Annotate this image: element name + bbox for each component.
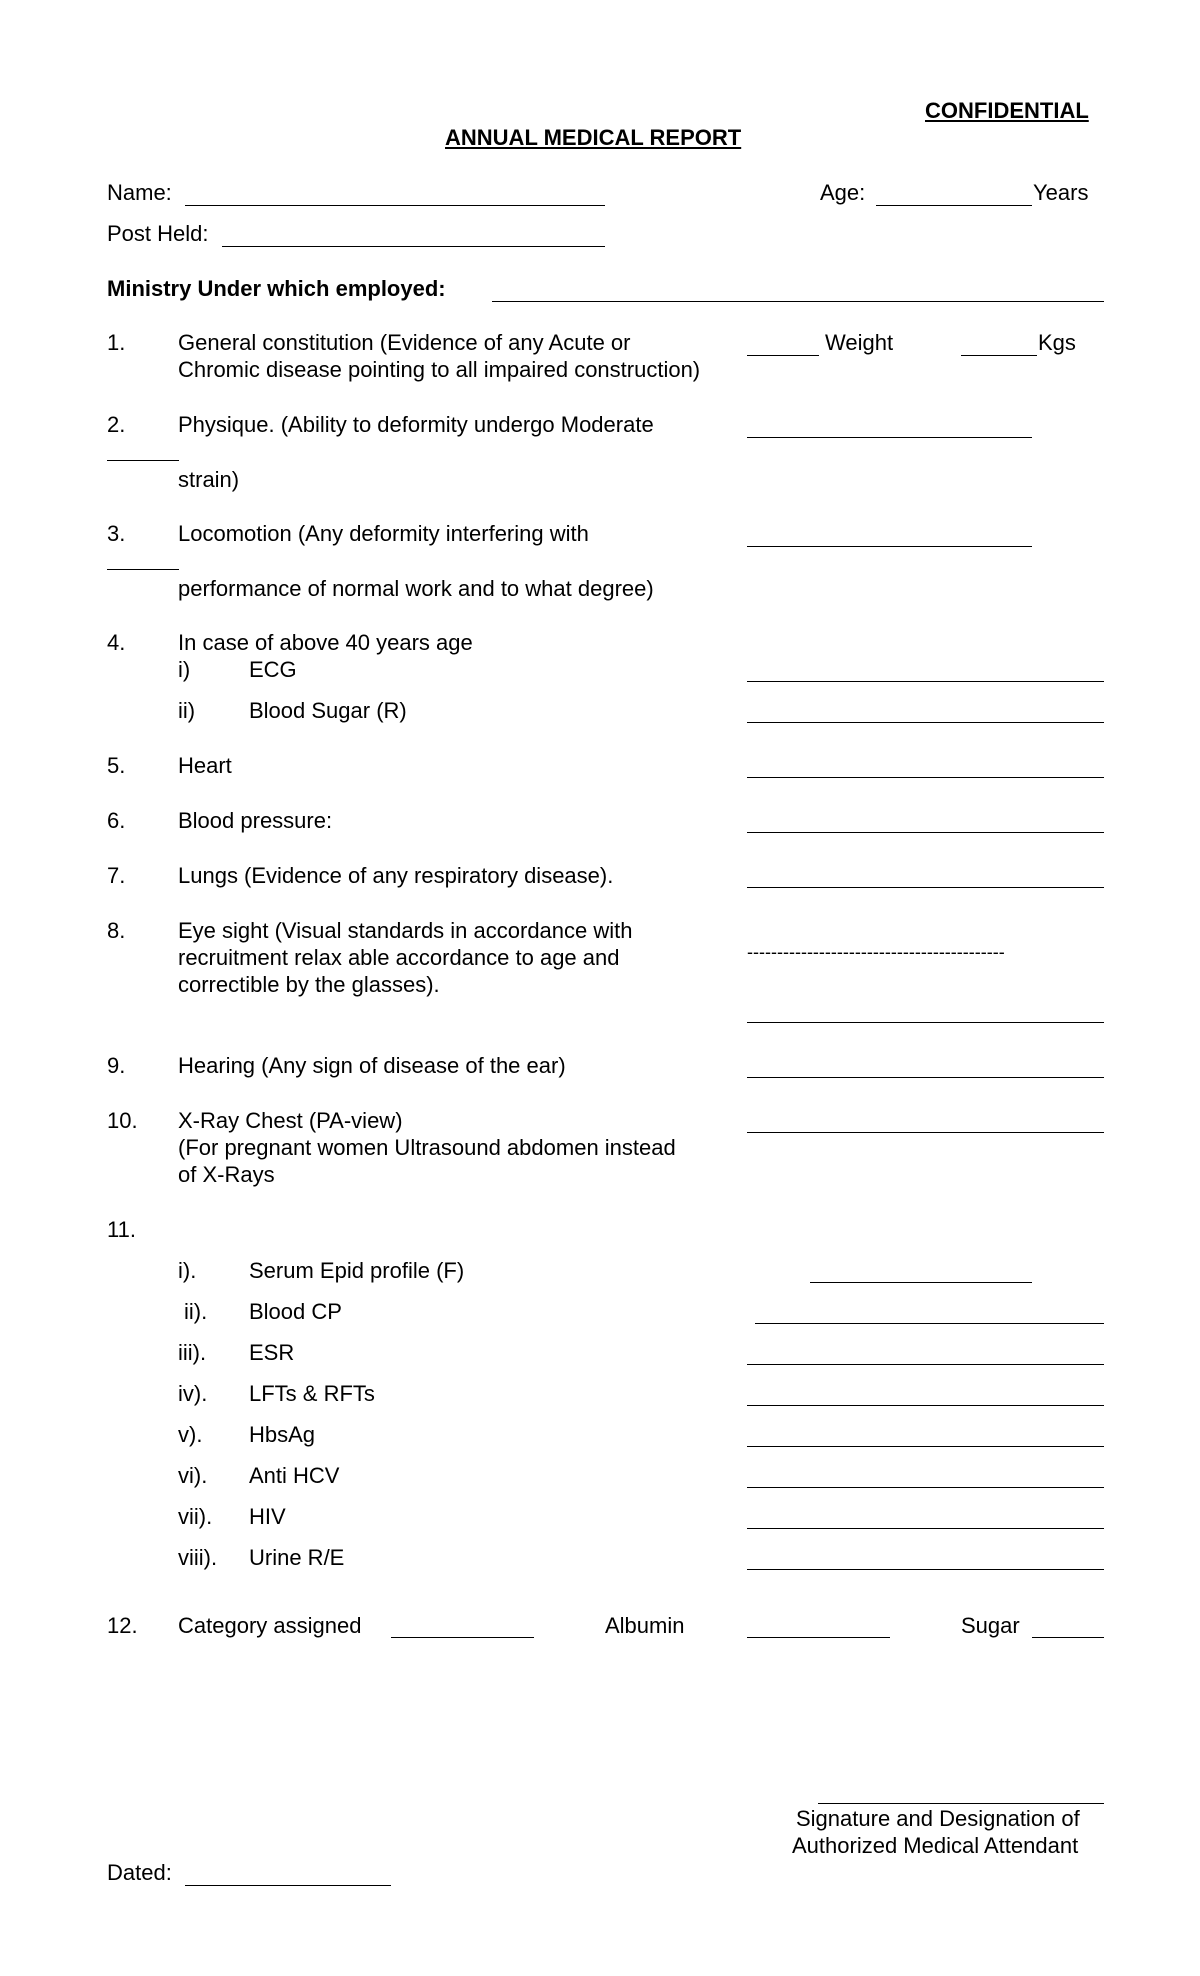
item-7-text: Lungs (Evidence of any respiratory disease). <box>178 863 614 888</box>
dated-field[interactable] <box>185 1859 391 1886</box>
item-10-number: 10. <box>107 1108 138 1133</box>
item-11-sub-number: vi). <box>178 1463 208 1488</box>
item-4-text: In case of above 40 years age <box>178 630 473 655</box>
item-8-text-line2: recruitment relax able accordance to age and <box>178 945 620 970</box>
age-field[interactable] <box>876 179 1032 206</box>
anti-hcv-field[interactable] <box>747 1487 1104 1488</box>
albumin-field[interactable] <box>747 1637 890 1638</box>
item-2-number: 2. <box>107 412 126 437</box>
item-10-text-line2: (For pregnant women Ultrasound abdomen instead <box>178 1135 676 1160</box>
name-label: Name: <box>107 180 172 205</box>
item-5-number: 5. <box>107 753 126 778</box>
item-11-sub-text: LFTs & RFTs <box>249 1381 375 1406</box>
hiv-field[interactable] <box>747 1528 1104 1529</box>
item-3-text-line1: Locomotion (Any deformity interfering with <box>178 521 589 546</box>
item-3-number: 3. <box>107 521 126 546</box>
item-9-text: Hearing (Any sign of disease of the ear) <box>178 1053 566 1078</box>
kgs-label: Kgs <box>1038 330 1076 355</box>
item-11-sub-number: iv). <box>178 1381 208 1406</box>
ministry-field[interactable] <box>492 275 1104 302</box>
urine-re-field[interactable] <box>747 1569 1104 1570</box>
item-11-number: 11. <box>107 1217 136 1242</box>
kgs-field[interactable] <box>961 329 1037 356</box>
blood-sugar-field[interactable] <box>747 722 1104 723</box>
heart-field[interactable] <box>747 777 1104 778</box>
signature-label-line1: Signature and Designation of <box>796 1806 1080 1831</box>
item-7-number: 7. <box>107 863 126 888</box>
item-12-number: 12. <box>107 1613 138 1638</box>
item-3-text-line2: performance of normal work and to what degree) <box>178 576 654 601</box>
item-11-sub-number: ii). <box>184 1299 208 1324</box>
item-11-sub-text: ESR <box>249 1340 295 1365</box>
item-1-text-line2: Chromic disease pointing to all impaired construction) <box>178 357 701 382</box>
item-10-text-line1: X-Ray Chest (PA-view) <box>178 1108 403 1133</box>
serum-lipid-field[interactable] <box>810 1282 1032 1283</box>
physique-field[interactable] <box>747 437 1032 438</box>
weight-label: Weight <box>825 330 894 355</box>
item-8-text-line3: correctible by the glasses). <box>178 972 440 997</box>
locomotion-field[interactable] <box>747 546 1032 547</box>
item-6-number: 6. <box>107 808 126 833</box>
dated-label: Dated: <box>107 1860 172 1885</box>
post-held-field[interactable] <box>222 220 605 247</box>
item-9-number: 9. <box>107 1053 126 1078</box>
page-title: ANNUAL MEDICAL REPORT <box>445 125 742 150</box>
signature-field[interactable] <box>818 1803 1104 1804</box>
item-2-text-line1: Physique. (Ability to deformity undergo Moderate <box>178 412 654 437</box>
eyesight-dashed-line: ------------------------------------------- <box>747 942 1005 962</box>
hbsag-field[interactable] <box>747 1446 1104 1447</box>
post-held-label: Post Held: <box>107 221 209 246</box>
item-11-sub-number: viii). <box>178 1545 218 1570</box>
item-11-sub-number: v). <box>178 1422 203 1447</box>
item-11-sub-text: HIV <box>249 1504 286 1529</box>
signature-label-line2: Authorized Medical Attendant <box>792 1833 1079 1858</box>
item-10-text-line3: of X-Rays <box>178 1162 275 1187</box>
sugar-field[interactable] <box>1032 1637 1104 1638</box>
blood-pressure-field[interactable] <box>747 832 1104 833</box>
name-field[interactable] <box>185 179 605 206</box>
item-11-sub-number: iii). <box>178 1340 207 1365</box>
albumin-label: Albumin <box>605 1613 685 1638</box>
item-1-text-line1: General constitution (Evidence of any Acute or <box>178 330 631 355</box>
hearing-field[interactable] <box>747 1077 1104 1078</box>
ministry-label: Ministry Under which employed: <box>107 276 446 301</box>
item-11-sub-text: Blood CP <box>249 1299 342 1324</box>
blood-cp-field[interactable] <box>755 1323 1104 1324</box>
weight-field[interactable] <box>747 329 819 356</box>
ecg-field[interactable] <box>747 681 1104 682</box>
years-label: Years <box>1033 180 1089 205</box>
item-11-sub-number: i). <box>178 1258 197 1283</box>
item-4-sub-1-number: i) <box>178 657 191 682</box>
xray-field[interactable] <box>747 1132 1104 1133</box>
eyesight-field[interactable] <box>747 1022 1104 1023</box>
item-11-sub-text: Urine R/E <box>249 1545 345 1570</box>
item-4-sub-2-number: ii) <box>178 698 196 723</box>
item-8-text-line1: Eye sight (Visual standards in accordance with <box>178 918 633 943</box>
item-1-number: 1. <box>107 330 126 355</box>
lungs-field[interactable] <box>747 887 1104 888</box>
age-label: Age: <box>820 180 866 205</box>
item-11-sub-text: Anti HCV <box>249 1463 340 1488</box>
item-4-number: 4. <box>107 630 126 655</box>
item-5-text: Heart <box>178 753 232 778</box>
esr-field[interactable] <box>747 1364 1104 1365</box>
category-field[interactable] <box>391 1637 534 1638</box>
item-11-sub-text: Serum Epid profile (F) <box>249 1258 465 1283</box>
category-label: Category assigned <box>178 1613 362 1638</box>
item-11-sub-number: vii). <box>178 1504 213 1529</box>
lfts-rfts-field[interactable] <box>747 1405 1104 1406</box>
item-4-sub-1-text: ECG <box>249 657 297 682</box>
sugar-label: Sugar <box>961 1613 1020 1638</box>
confidential-label: CONFIDENTIAL <box>925 98 1089 123</box>
item-2-margin-line <box>107 460 179 461</box>
item-4-sub-2-text: Blood Sugar (R) <box>249 698 407 723</box>
item-2-text-line2: strain) <box>178 467 240 492</box>
item-6-text: Blood pressure: <box>178 808 333 833</box>
item-8-number: 8. <box>107 918 126 943</box>
item-11-sub-text: HbsAg <box>249 1422 316 1447</box>
item-3-margin-line <box>107 569 179 570</box>
